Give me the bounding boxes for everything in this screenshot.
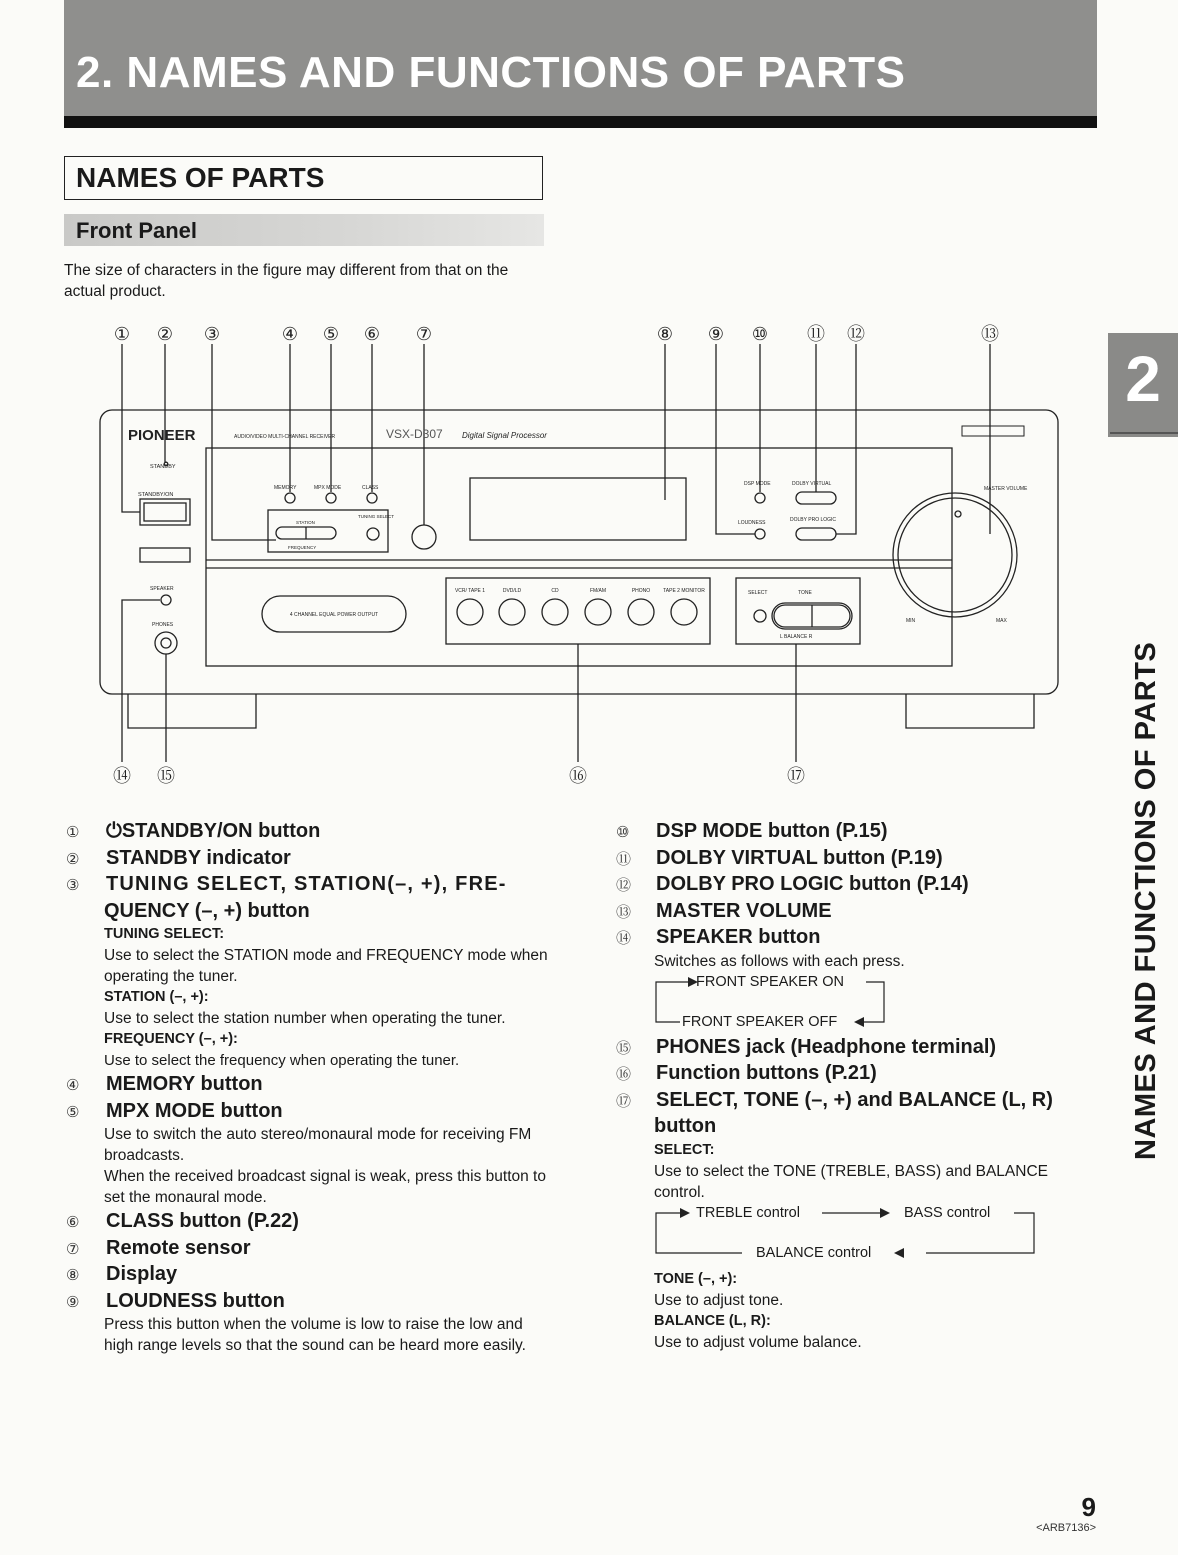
- callout-14: ⑭: [113, 766, 131, 786]
- mpx-label: MPX MODE: [314, 485, 342, 491]
- master-volume-knob-shape: [893, 493, 1017, 617]
- list-item: ② STANDBY indicator: [66, 846, 291, 869]
- list-item: ⑤ MPX MODE button: [66, 1099, 283, 1122]
- list-item: ⑦ Remote sensor: [66, 1236, 251, 1259]
- callout-7: ⑦: [415, 324, 433, 344]
- callout-11: ⑪: [807, 324, 825, 344]
- chapter-title: 2. NAMES AND FUNCTIONS OF PARTS: [76, 48, 906, 97]
- list-item: ⑨ LOUDNESS button: [66, 1289, 285, 1312]
- min-label: MIN: [906, 618, 916, 624]
- standby-on-label: STANDBY/ON: [138, 492, 174, 498]
- callout-12: ⑫: [847, 324, 865, 344]
- tuning-label: TUNING SELECT: [358, 514, 395, 519]
- remote-sensor-shape: [412, 525, 436, 549]
- list-item: ⑩ DSP MODE button (P.15): [616, 820, 888, 842]
- item-desc: Press this button when the volume is low to raise the low and high range levels so that the sound can be heard more easily.: [104, 1316, 526, 1354]
- display-window: [470, 478, 686, 540]
- tagline-label: AUDIO/VIDEO MULTI-CHANNEL RECEIVER: [234, 434, 336, 440]
- item-desc: Use to select the frequency when operating the tuner.: [104, 1052, 460, 1069]
- speaker-button-shape: [161, 595, 171, 605]
- list-item: ⑬ MASTER VOLUME: [616, 899, 832, 922]
- callout-10: ⑩: [751, 324, 769, 344]
- list-item: ⑪ DOLBY VIRTUAL button (P.19): [616, 846, 943, 869]
- page-number: 9: [1081, 1492, 1096, 1522]
- callout-3: ③: [203, 324, 221, 344]
- function-label-cd: CD: [551, 588, 559, 594]
- receiver-body: [100, 410, 1058, 694]
- model-label: VSX-D307: [386, 427, 443, 441]
- item-title-cont: QUENCY (–, +) button: [104, 899, 310, 922]
- subsection-title: Front Panel: [76, 218, 198, 243]
- callout-4: ④: [281, 324, 299, 344]
- callout-13: ⑬: [981, 324, 999, 344]
- section-title: NAMES OF PARTS: [76, 162, 325, 193]
- item-desc: Use to adjust volume balance.: [654, 1333, 862, 1351]
- flow-bass-control: BASS control: [904, 1204, 991, 1221]
- balance-label: L BALANCE R: [780, 634, 813, 640]
- list-item: ① ⏻STANDBY/ON button: [66, 820, 321, 842]
- chapter-tab-rule: [1110, 432, 1178, 434]
- tone-flow-diagram: [654, 1203, 1100, 1269]
- function-label-vcr: VCR/ TAPE 1: [454, 588, 486, 594]
- item-subhead: TUNING SELECT:: [104, 926, 225, 942]
- callout-1: ①: [113, 324, 131, 344]
- item-subhead: FREQUENCY (–, +):: [104, 1031, 238, 1047]
- station-label: STATION: [296, 520, 315, 525]
- item-desc: Use to adjust tone.: [654, 1291, 784, 1309]
- callout-15: ⑮: [157, 766, 175, 786]
- master-volume-label: MASTER VOLUME: [984, 486, 1028, 492]
- callout-16: ⑯: [569, 766, 587, 786]
- list-item: ⑮ PHONES jack (Headphone terminal): [616, 1035, 997, 1058]
- select-label: SELECT: [748, 590, 768, 596]
- flow-treble-control: TREBLE control: [696, 1204, 800, 1221]
- function-label-tape2: TAPE 2 MONITOR: [663, 588, 705, 594]
- memory-label: MEMORY: [274, 485, 297, 491]
- function-label-fmam: FM/AM: [589, 588, 607, 594]
- list-item: ③ TUNING SELECT, STATION(–, +), FRE-: [66, 873, 507, 895]
- chapter-tab-number: 2: [1125, 343, 1161, 415]
- intro-text: The size of characters in the figure may different from that on the actual product.: [64, 262, 509, 300]
- dolby-virtual-label: DOLBY VIRTUAL: [792, 481, 832, 487]
- item-desc: When the received broadcast signal is weak, press this button to set the monaural mode.: [104, 1168, 546, 1206]
- callout-17: ⑰: [787, 766, 805, 786]
- speaker-label: SPEAKER: [150, 586, 174, 592]
- function-label-phono: PHONO: [631, 588, 651, 594]
- list-item: ⑫ DOLBY PRO LOGIC button (P.14): [616, 873, 969, 895]
- item-desc: Use to select the station number when operating the tuner.: [104, 1010, 506, 1027]
- item-title-cont: button: [654, 1115, 717, 1137]
- item-subhead: TONE (–, +):: [654, 1270, 738, 1287]
- speaker-flow-diagram: [654, 972, 1100, 1034]
- list-item: ⑧ Display: [66, 1263, 178, 1285]
- flow-front-speaker-off: FRONT SPEAKER OFF: [682, 1013, 838, 1030]
- function-label-dvd: DVD/LD: [502, 588, 522, 594]
- phones-label: PHONES: [152, 622, 174, 628]
- model-sub-label: Digital Signal Processor: [462, 431, 547, 440]
- item-desc: Use to switch the auto stereo/monaural mode for receiving FM broadcasts.: [104, 1126, 532, 1164]
- phones-jack-shape: [155, 632, 177, 654]
- item-subhead: STATION (–, +):: [104, 989, 209, 1005]
- loudness-label: LOUDNESS: [738, 520, 766, 526]
- class-label: CLASS: [362, 485, 379, 491]
- list-item: ⑭ SPEAKER button: [616, 926, 821, 948]
- document-code: <ARB7136>: [1036, 1522, 1096, 1534]
- dolby-pro-label: DOLBY PRO LOGIC: [790, 517, 837, 523]
- power-output-label: 4 CHANNEL EQUAL POWER OUTPUT: [289, 612, 379, 618]
- frequency-label: FREQUENCY: [288, 545, 317, 550]
- flow-front-speaker-on: FRONT SPEAKER ON: [696, 973, 844, 990]
- right-column: [614, 818, 1100, 1353]
- list-item: ⑥ CLASS button (P.22): [66, 1210, 299, 1232]
- list-item: ⑯ Function buttons (P.21): [616, 1062, 877, 1084]
- tone-label: TONE: [798, 590, 812, 596]
- front-panel-diagram: [0, 0, 1100, 800]
- list-item: ⑰ SELECT, TONE (–, +) and BALANCE (L, R): [616, 1088, 1053, 1111]
- callout-2: ②: [156, 324, 174, 344]
- callout-9: ⑨: [707, 324, 725, 344]
- left-column: [64, 818, 548, 1356]
- item-desc: Switches as follows with each press.: [654, 952, 905, 970]
- list-item: ④ MEMORY button: [66, 1073, 263, 1095]
- brand-logo: PIONEER: [128, 427, 196, 444]
- item-subhead: BALANCE (L, R):: [654, 1312, 771, 1329]
- callout-6: ⑥: [363, 324, 381, 344]
- flow-balance-control: BALANCE control: [756, 1244, 872, 1261]
- item-desc: Use to select the TONE (TREBLE, BASS) and BALANCE control.: [654, 1162, 1048, 1201]
- max-label: MAX: [996, 618, 1007, 624]
- item-desc: Use to select the STATION mode and FREQUENCY mode when operating the tuner.: [104, 947, 548, 985]
- inner-panel: [206, 448, 952, 666]
- dsp-label: DSP MODE: [744, 481, 771, 487]
- callout-8: ⑧: [656, 324, 674, 344]
- chapter-side-title: NAMES AND FUNCTIONS OF PARTS: [1130, 641, 1162, 1160]
- standby-label: STANDBY: [150, 464, 176, 470]
- callout-5: ⑤: [322, 324, 340, 344]
- item-subhead: SELECT:: [654, 1141, 715, 1158]
